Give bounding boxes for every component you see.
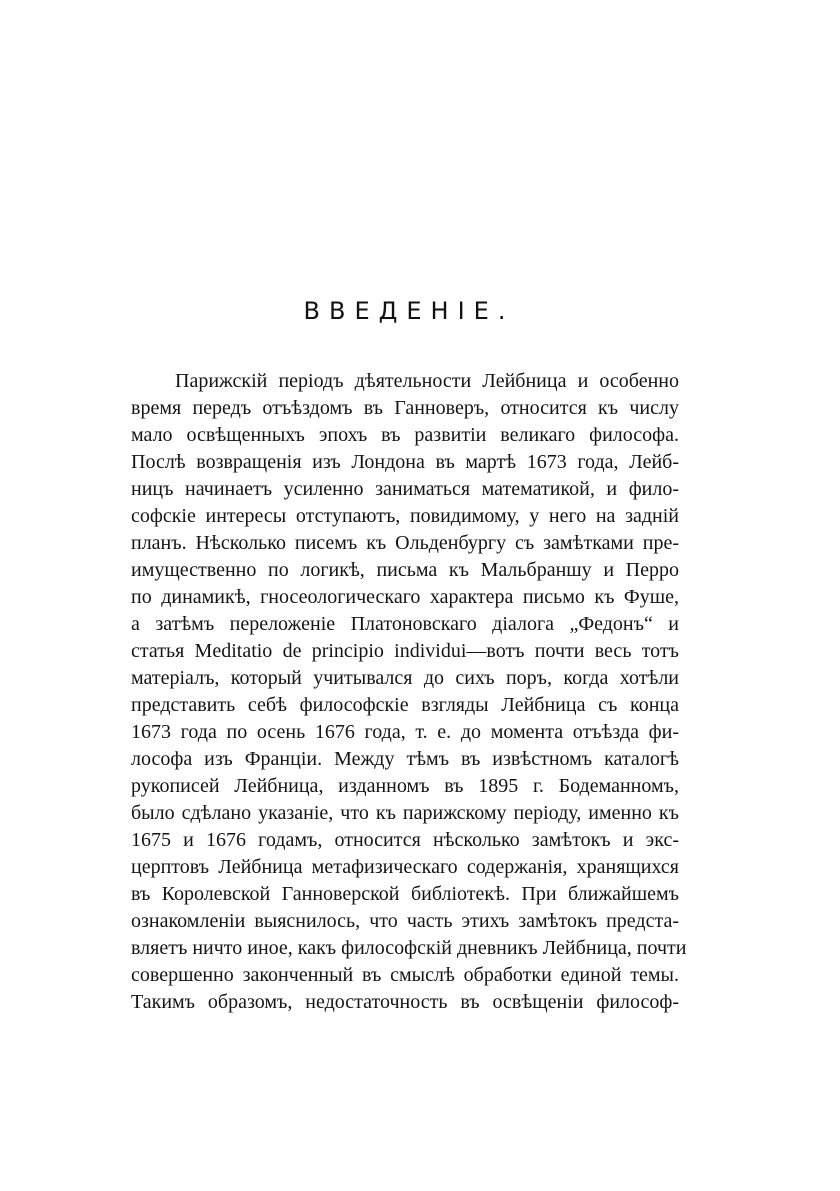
body-paragraph xyxy=(131,368,687,1016)
text-line: совершенно законченный въ смыслѣ обработки единой темы. xyxy=(131,964,679,986)
text-line: рукописей Лейбница, изданномъ въ 1895 г. Бодеманномъ, xyxy=(131,775,679,797)
text-line: ницъ начинаетъ усиленно заниматься математикой, и фило- xyxy=(131,478,679,500)
text-line: церптовъ Лейбница метафизическаго содержанія, хранящихся xyxy=(131,856,679,878)
text-line: по динамикѣ, гносеологическаго характера письмо къ Фуше, xyxy=(131,586,679,608)
text-line: время передъ отъѣздомъ въ Ганноверъ, относится къ числу xyxy=(131,397,679,419)
text-line: матеріалъ, который учитывался до сихъ поръ, когда хотѣли xyxy=(131,667,679,689)
text-line: 1675 и 1676 годамъ, относится нѣсколько замѣтокъ и экс- xyxy=(131,829,679,851)
text-line: мало освѣщенныхъ эпохъ въ развитіи великаго философа. xyxy=(131,424,679,446)
text-line: ознакомленіи выяснилось, что часть этихъ замѣтокъ предста- xyxy=(131,910,679,932)
text-line: планъ. Нѣсколько писемъ къ Ольденбургу съ замѣтками пре- xyxy=(131,532,679,554)
text-line: статья Meditatio de principio individui—вотъ почти весь тотъ xyxy=(131,640,679,662)
text-line: Парижскій періодъ дѣятельности Лейбница и особенно xyxy=(175,370,679,392)
text-line: 1673 года по осень 1676 года, т. е. до момента отъѣзда фи- xyxy=(131,721,679,743)
text-line: имущественно по логикѣ, письма къ Мальбраншу и Перро xyxy=(131,559,679,581)
text-line: лософа изъ Франціи. Между тѣмъ въ извѣстномъ каталогѣ xyxy=(131,748,679,770)
text-line: представить себѣ философскіе взгляды Лейбница съ конца xyxy=(131,694,679,716)
text-line: вляетъ ничто иное, какъ философскій дневникъ Лейбница, почти xyxy=(131,937,687,959)
text-line: Такимъ образомъ, недостаточность въ освѣщеніи философ- xyxy=(131,991,679,1013)
text-line: было сдѣлано указаніе, что къ парижскому періоду, именно къ xyxy=(131,802,679,824)
chapter-title: ВВЕДЕНІЕ. xyxy=(303,297,515,325)
text-line: Послѣ возвращенія изъ Лондона въ мартѣ 1673 года, Лейб- xyxy=(131,451,679,473)
text-line: а затѣмъ переложеніе Платоновскаго діалога „Федонъ“ и xyxy=(131,613,679,635)
text-line: въ Королевской Ганноверской библіотекѣ. При ближайшемъ xyxy=(131,883,679,905)
text-line: софскіе интересы отступаютъ, повидимому, у него на задній xyxy=(131,505,679,527)
